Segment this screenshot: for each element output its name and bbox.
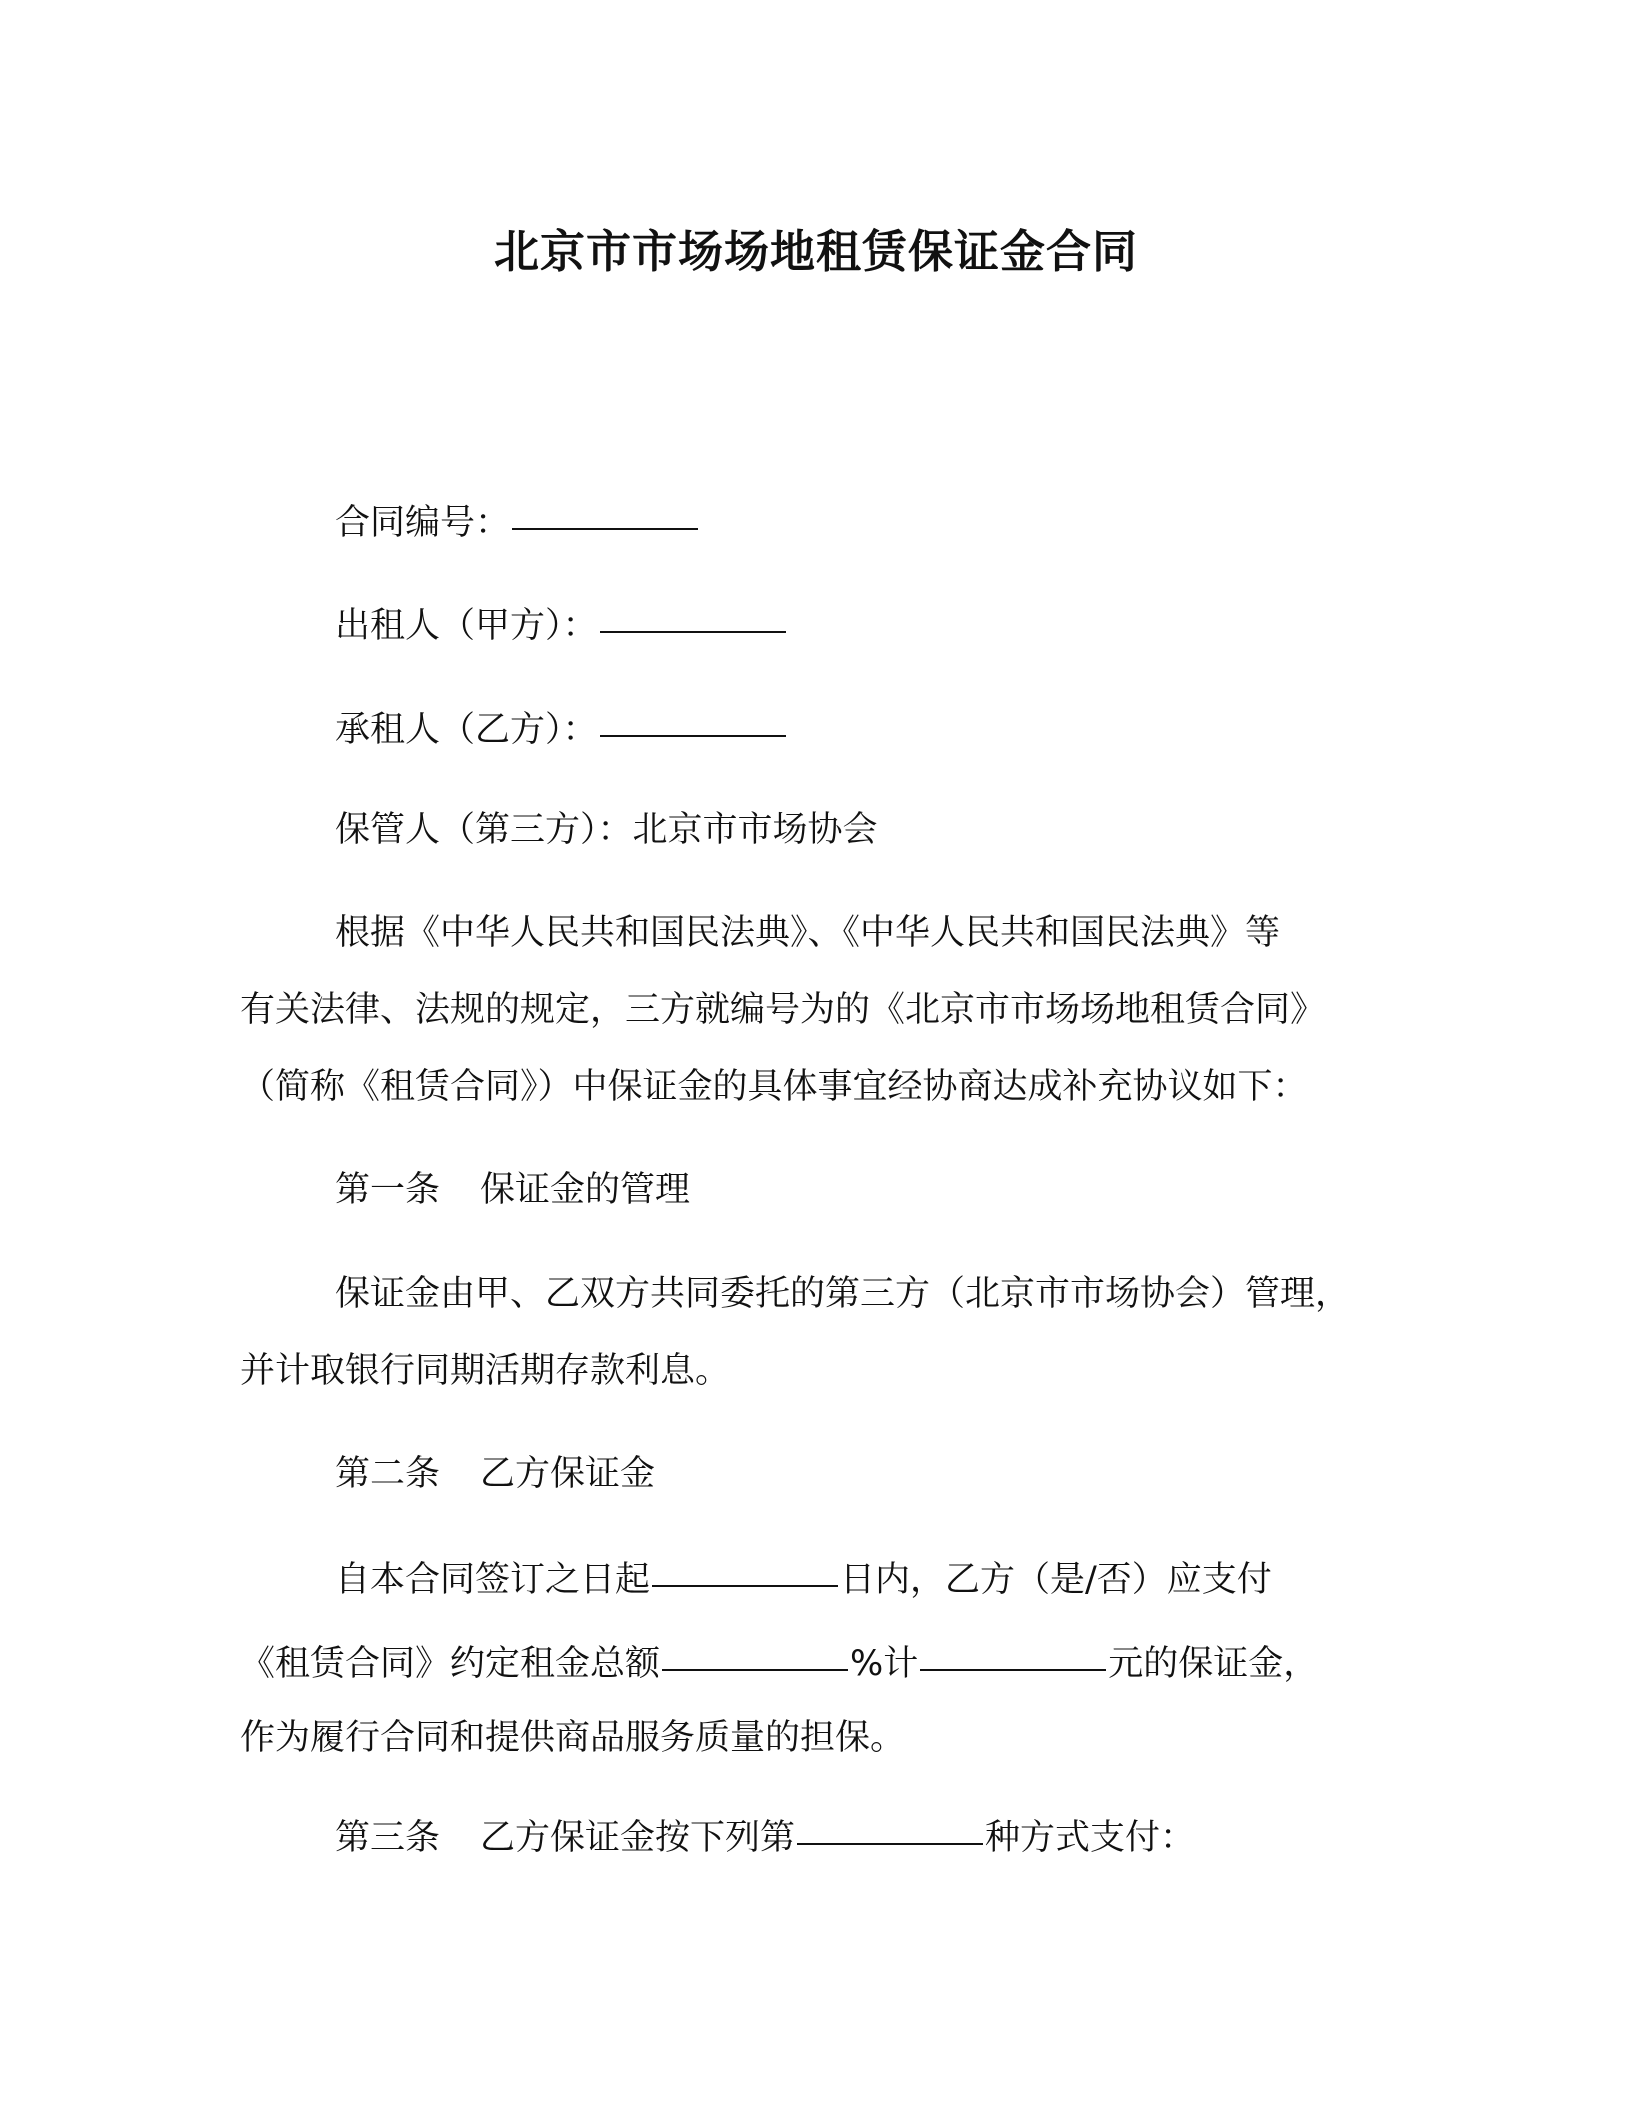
article-3-title-b: 种方式支付： (985, 1818, 1196, 1858)
article-2-body-line-1 (335, 1553, 1272, 1604)
article-1-heading (335, 1166, 690, 1214)
article-1-number: 第一条 (335, 1170, 441, 1210)
article-1-title: 保证金的管理 (480, 1170, 691, 1210)
preamble-line-3: （简称《租赁合同》）中保证金的具体事宜经协商达成补充协议如下： (240, 1067, 1308, 1107)
percent-blank[interactable] (662, 1633, 848, 1671)
article-2-body-line-2 (240, 1637, 1318, 1688)
custodian-value: 北京市市场协会 (632, 810, 878, 850)
custodian-label: 保管人（第三方）： (335, 810, 633, 850)
article-2-number: 第二条 (335, 1454, 441, 1494)
article-3-title-a: 乙方保证金按下列第 (480, 1818, 796, 1858)
document-title: 北京市市场场地租赁保证金合同 (493, 225, 1138, 278)
contract-number-line (335, 496, 700, 547)
days-blank[interactable] (652, 1549, 838, 1587)
article-3-number: 第三条 (335, 1818, 441, 1858)
article-2-heading (335, 1450, 655, 1498)
payment-method-blank[interactable] (797, 1807, 983, 1845)
lessee-label: 承租人（乙方）： (335, 710, 598, 750)
contract-number-blank[interactable] (512, 492, 698, 530)
lessor-line (335, 599, 788, 650)
article-2-text-e: 元的保证金， (1108, 1644, 1319, 1684)
article-2-text-b: 日内，乙方（是/否）应支付 (840, 1560, 1272, 1600)
lessee-blank[interactable] (600, 699, 786, 737)
lessee-line (335, 703, 788, 754)
article-1-body-line-2: 并计取银行同期活期存款利息。 (240, 1351, 731, 1391)
amount-blank[interactable] (920, 1633, 1106, 1671)
custodian-line (335, 806, 878, 854)
article-2-text-d: %计 (850, 1644, 919, 1684)
preamble-line-2: 有关法律、法规的规定，三方就编号为的《北京市市场场地租赁合同》 (240, 990, 1326, 1030)
lessor-label: 出租人（甲方）： (335, 606, 598, 646)
article-2-title: 乙方保证金 (480, 1454, 656, 1494)
article-2-text-a: 自本合同签订之日起 (335, 1560, 651, 1600)
article-2-body-line-3: 作为履行合同和提供商品服务质量的担保。 (240, 1718, 906, 1758)
article-2-text-c: 《租赁合同》约定租金总额 (240, 1644, 661, 1684)
contract-number-label: 合同编号： (335, 503, 511, 543)
article-3-heading (335, 1811, 1195, 1862)
article-1-body-line-1: 保证金由甲、乙双方共同委托的第三方（北京市市场协会）管理， (335, 1274, 1351, 1314)
lessor-blank[interactable] (600, 595, 786, 633)
preamble-line-1: 根据《中华人民共和国民法典》、《中华人民共和国民法典》等 (335, 913, 1281, 953)
